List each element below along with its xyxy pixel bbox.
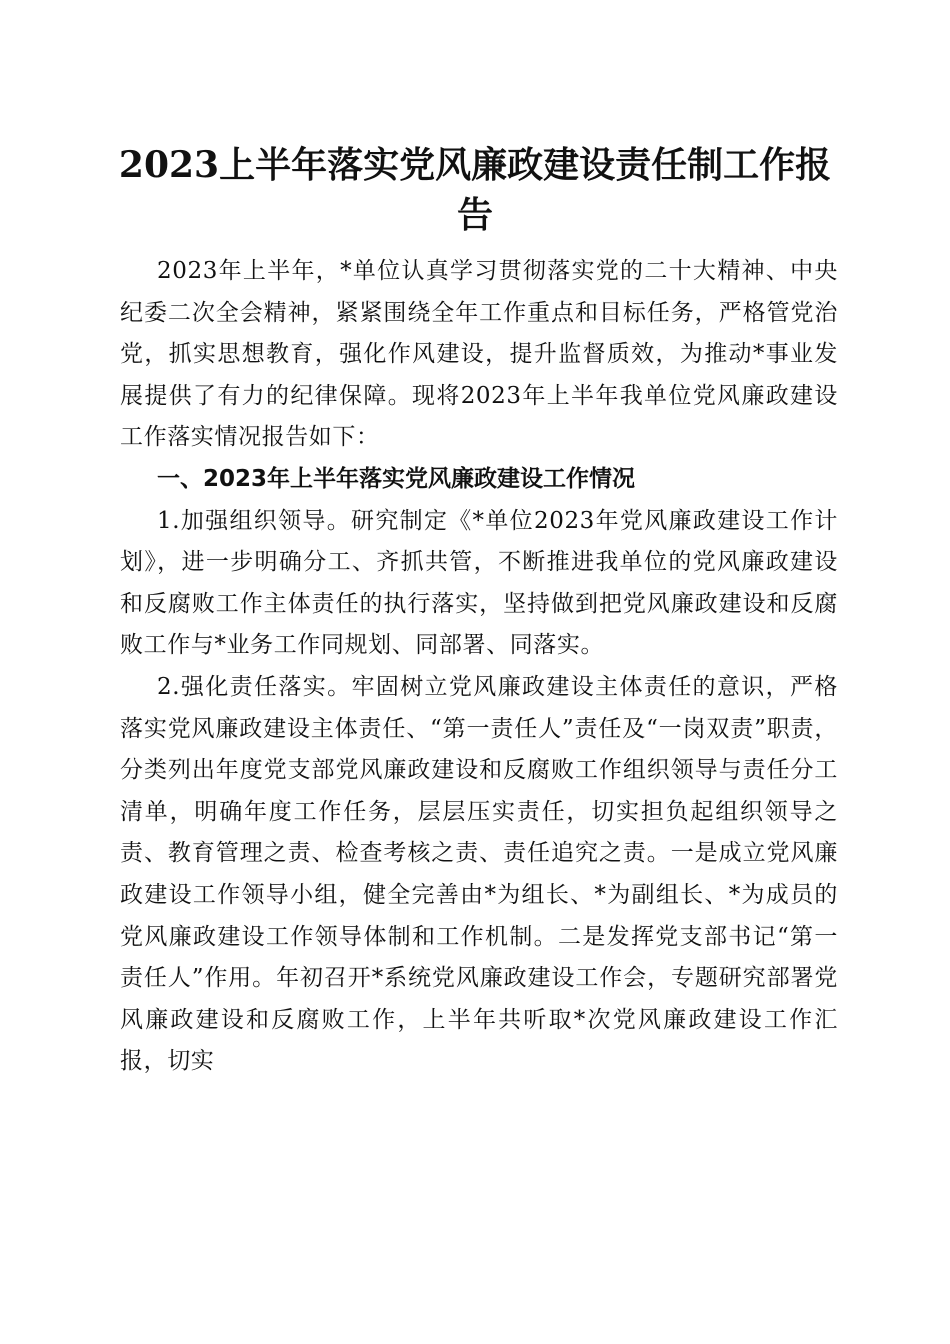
item-paragraph-2: 2.强化责任落实。牢固树立党风廉政建设主体责任的意识，严格落实党风廉政建设主体责任、“第一责任人”责任及“一岗双责”职责，分类列出年度党支部党风廉政建设和反腐败工作组织领导与责任分工清单，明确年度工作任务，层层压实责任，切实担负起组织领导之责、教育管理之责、检查考核之责、责任追究之责。一是成立党风廉政建设工作领导小组，健全完善由*为组长、*为副组长、*为成员的党风廉政建设工作领导体制和工作机制。二是发挥党支部书记“第一责任人”作用。年初召开*系统党风廉政建设工作会，专题研究部署党风廉政建设和反腐败工作，上半年共听取*次党风廉政建设工作汇报，切实 xyxy=(120,673,838,1075)
document-body xyxy=(120,251,838,1083)
section-heading: 一、2023年上半年落实党风廉政建设工作情况 xyxy=(157,465,636,492)
item-paragraph-1: 1.加强组织领导。研究制定《*单位2023年党风廉政建设工作计划》，进一步明确分工、齐抓共管，不断推进我单位的党风廉政建设和反腐败工作主体责任的执行落实，坚持做到把党风廉政建设和反腐败工作与*业务工作同规划、同部署、同落实。 xyxy=(120,507,838,659)
intro-paragraph: 2023年上半年，*单位认真学习贯彻落实党的二十大精神、中央纪委二次全会精神，紧紧围绕全年工作重点和目标任务，严格管党治党，抓实思想教育，强化作风建设，提升监督质效，为推动*事业发展提供了有力的纪律保障。现将2023年上半年我单位党风廉政建设工作落实情况报告如下： xyxy=(120,258,838,451)
document-title: 2023上半年落实党风廉政建设责任制工作报告 xyxy=(118,144,832,236)
